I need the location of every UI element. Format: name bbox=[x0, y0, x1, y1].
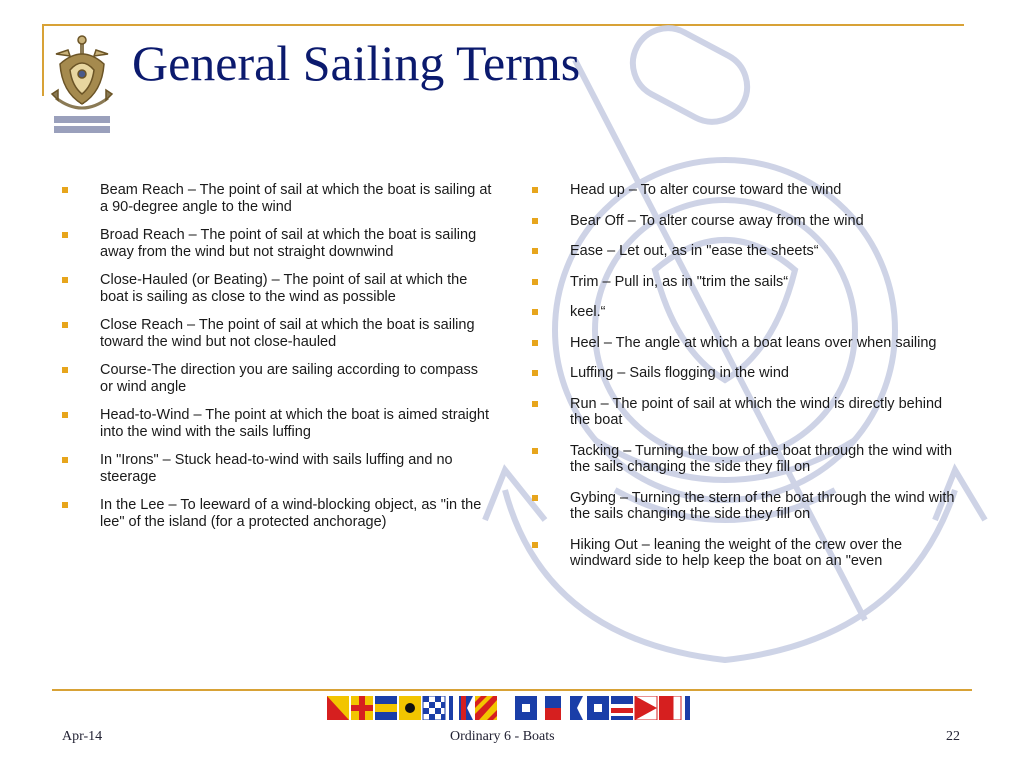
square-bullet-icon bbox=[62, 412, 68, 418]
square-bullet-icon bbox=[532, 309, 538, 315]
list-item-text: Course-The direction you are sailing according to compass or wind angle bbox=[100, 362, 478, 395]
list-item-text: Head-to-Wind – The point at which the boat is aimed straight into the wind with the sails luffing bbox=[100, 407, 490, 440]
square-bullet-icon bbox=[532, 218, 538, 224]
square-bullet-icon bbox=[62, 457, 68, 463]
square-bullet-icon bbox=[532, 370, 538, 376]
square-bullet-icon bbox=[62, 232, 68, 238]
left-term-list bbox=[62, 182, 494, 542]
list-item-text: In the Lee – To leeward of a wind-blocking object, as "in the lee" of the island (for a protected anchorage) bbox=[100, 497, 482, 530]
list-item-text: In "Irons" – Stuck head-to-wind with sails luffing and no steerage bbox=[100, 452, 453, 485]
list-item bbox=[532, 213, 964, 230]
list-item bbox=[62, 317, 494, 350]
square-bullet-icon bbox=[62, 187, 68, 193]
square-bullet-icon bbox=[532, 495, 538, 501]
square-bullet-icon bbox=[532, 279, 538, 285]
list-item bbox=[532, 443, 964, 476]
list-item bbox=[62, 362, 494, 395]
square-bullet-icon bbox=[62, 502, 68, 508]
list-item bbox=[532, 365, 964, 382]
square-bullet-icon bbox=[532, 248, 538, 254]
right-term-list bbox=[532, 182, 964, 584]
list-item-text: Tacking – Turning the bow of the boat through the wind with the sails changing the side they fill on bbox=[570, 442, 953, 475]
list-item bbox=[62, 497, 494, 530]
list-item-text: Close Reach – The point of sail at which the boat is sailing toward the wind but not close-hauled bbox=[100, 317, 475, 350]
list-item-text: Trim – Pull in, as in "trim the sails“ bbox=[570, 273, 789, 290]
list-item-text: keel.“ bbox=[570, 304, 606, 320]
list-item bbox=[532, 396, 964, 429]
list-item-text: Gybing – Turning the stern of the boat through the wind with the sails changing the side they fill on bbox=[570, 489, 955, 522]
square-bullet-icon bbox=[532, 187, 538, 193]
list-item-text: Heel – The angle at which a boat leans over when sailing bbox=[570, 334, 937, 351]
list-item bbox=[532, 304, 964, 321]
left-border-line bbox=[42, 24, 44, 96]
list-item bbox=[62, 182, 494, 215]
square-bullet-icon bbox=[62, 367, 68, 373]
list-item-text: Ease – Let out, as in "ease the sheets“ bbox=[570, 243, 819, 259]
list-item bbox=[62, 407, 494, 440]
list-item-text: Run – The point of sail at which the wind is directly behind the boat bbox=[570, 395, 943, 428]
list-item bbox=[532, 243, 964, 260]
square-bullet-icon bbox=[62, 277, 68, 283]
list-item-text: Bear Off – To alter course away from the wind bbox=[570, 212, 864, 229]
square-bullet-icon bbox=[532, 448, 538, 454]
square-bullet-icon bbox=[532, 401, 538, 407]
square-bullet-icon bbox=[532, 542, 538, 548]
footer-date: Apr-14 bbox=[62, 729, 103, 744]
list-item-text: Hiking Out – leaning the weight of the crew over the windward side to help keep the boat on an "even bbox=[570, 536, 903, 569]
page-number: 22 bbox=[946, 729, 960, 744]
list-item bbox=[532, 335, 964, 352]
list-item bbox=[532, 490, 964, 523]
sea-scouts-emblem-icon bbox=[46, 34, 118, 136]
list-item bbox=[62, 452, 494, 485]
list-item bbox=[532, 274, 964, 291]
list-item-text: Head up – To alter course toward the wind bbox=[570, 182, 842, 198]
square-bullet-icon bbox=[62, 322, 68, 328]
list-item bbox=[532, 537, 964, 570]
square-bullet-icon bbox=[532, 340, 538, 346]
list-item bbox=[62, 227, 494, 260]
signal-flags-icon bbox=[327, 696, 693, 720]
list-item-text: Close-Hauled (or Beating) – The point of sail at which the boat is sailing as close to the wind as possible bbox=[100, 272, 468, 305]
list-item-text: Beam Reach – The point of sail at which the boat is sailing at a 90-degree angle to the wind bbox=[100, 182, 492, 215]
slide-title: General Sailing Terms bbox=[132, 35, 581, 91]
list-item-text: Broad Reach – The point of sail at which the boat is sailing away from the wind but not straight downwind bbox=[100, 227, 477, 260]
list-item bbox=[62, 272, 494, 305]
list-item-text: Luffing – Sails flogging in the wind bbox=[570, 365, 789, 381]
list-item bbox=[532, 182, 964, 199]
footer-title: Ordinary 6 - Boats bbox=[450, 729, 555, 744]
